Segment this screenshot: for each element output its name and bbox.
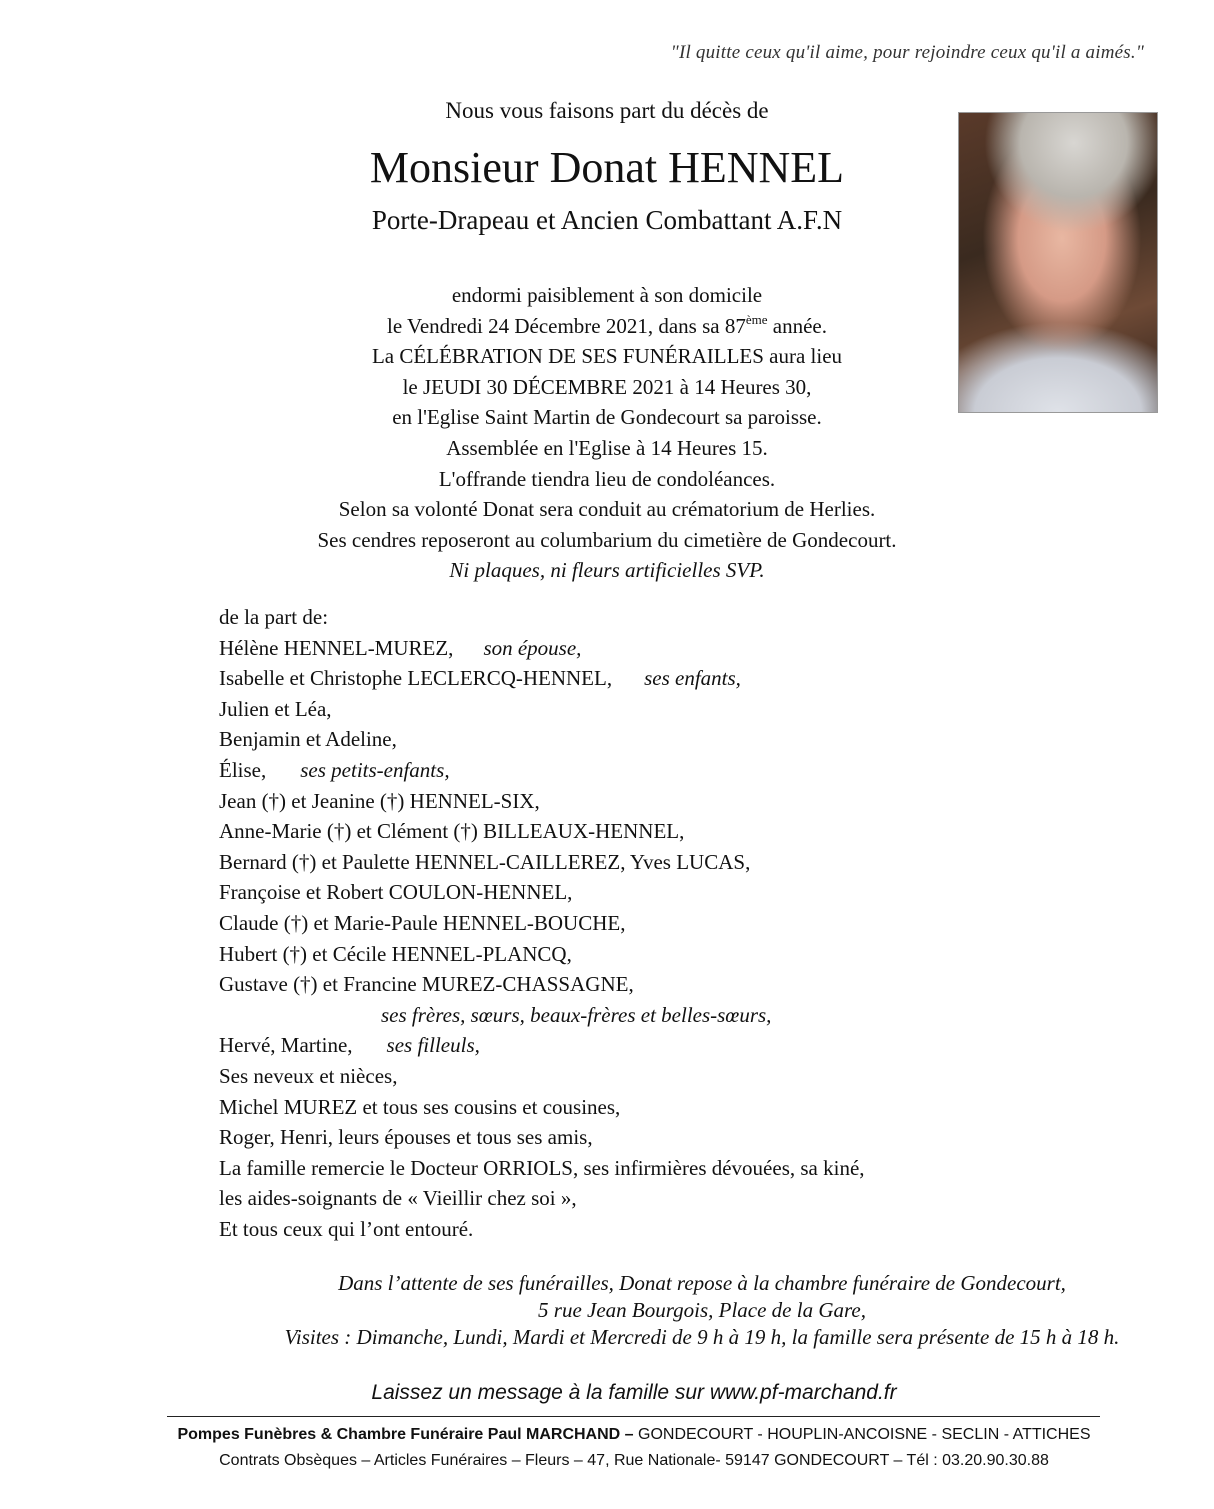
family-line: Julien et Léa, <box>219 696 332 721</box>
announcement-line: en l'Eglise Saint Martin de Gondecourt sa paroisse. <box>392 405 822 430</box>
family-line: La famille remercie le Docteur ORRIOLS, ses infirmières dévouées, sa kiné, <box>219 1155 865 1180</box>
intro-line: Nous vous faisons part du décès de <box>445 98 769 123</box>
family-line: Michel MUREZ et tous ses cousins et cousines, <box>219 1094 621 1119</box>
family-line: Claude (†) et Marie-Paule HENNEL-BOUCHE, <box>219 910 626 935</box>
family-line: Bernard (†) et Paulette HENNEL-CAILLEREZ, Yves LUCAS, <box>219 849 751 874</box>
family-line: Élise, ses petits-enfants, <box>219 757 450 782</box>
family-line: Jean (†) et Jeanine (†) HENNEL-SIX, <box>219 788 540 813</box>
visitation-line: Dans l’attente de ses funérailles, Donat repose à la chambre funéraire de Gondecourt, <box>338 1271 1066 1295</box>
announcement-block <box>125 280 1089 586</box>
family-line: Hubert (†) et Cécile HENNEL-PLANCQ, <box>219 941 572 966</box>
family-line: Roger, Henri, leurs épouses et tous ses amis, <box>219 1125 593 1150</box>
announcement-line: le Vendredi 24 Décembre 2021, dans sa 87ème année. <box>387 311 827 338</box>
announcement-line: endormi paisiblement à son domicile <box>451 283 763 307</box>
family-line: Ses neveux et nièces, <box>219 1063 398 1088</box>
family-line: Et tous ceux qui l’ont entouré. <box>219 1216 474 1241</box>
announcement-line: le JEUDI 30 DÉCEMBRE 2021 à 14 Heures 30, <box>402 374 812 399</box>
condolence-message-link[interactable]: Laissez un message à la famille sur www.pf-marchand.fr <box>371 1381 897 1404</box>
family-line: Gustave (†) et Francine MUREZ-CHASSAGNE, <box>219 972 634 997</box>
announcement-line: Assemblée en l'Eglise à 14 Heures 15. <box>446 435 768 460</box>
footer-divider <box>167 1416 1100 1417</box>
epigraph-quote: "Il quitte ceux qu'il aime, pour rejoindre ceux qu'il a aimés." <box>670 42 1144 63</box>
family-line: Hélène HENNEL-MUREZ, son épouse, <box>219 635 582 660</box>
family-line: Hervé, Martine, ses filleuls, <box>219 1033 480 1058</box>
visitation-line: Visites : Dimanche, Lundi, Mardi et Mercredi de 9 h à 19 h, la famille sera présente de 15 h à 18 h. <box>284 1325 1120 1349</box>
family-line: les aides-soignants de « Vieillir chez soi », <box>219 1186 577 1211</box>
family-line: Anne-Marie (†) et Clément (†) BILLEAUX-HENNEL, <box>219 819 685 844</box>
family-line: Benjamin et Adeline, <box>219 727 397 752</box>
announcement-line: Ni plaques, ni fleurs artificielles SVP. <box>449 558 765 583</box>
announcement-line: La CÉLÉBRATION DE SES FUNÉRAILLES aura lieu <box>371 344 843 369</box>
announcement-line: Ses cendres reposeront au columbarium du cimetière de Gondecourt. <box>317 527 897 552</box>
family-line: ses frères, sœurs, beaux-frères et belles-sœurs, <box>381 1002 772 1027</box>
deceased-name: Monsieur Donat HENNEL <box>369 143 845 192</box>
visitation-line: 5 rue Jean Bourgois, Place de la Gare, <box>538 1298 866 1322</box>
family-line: Isabelle et Christophe LECLERCQ-HENNEL, ses enfants, <box>219 666 741 691</box>
visitation-info <box>180 1270 1214 1351</box>
family-list <box>219 602 1119 1244</box>
deceased-title: Porte-Drapeau et Ancien Combattant A.F.N <box>371 205 843 235</box>
family-line: Françoise et Robert COULON-HENNEL, <box>219 880 573 905</box>
announcement-line: L'offrande tiendra lieu de condoléances. <box>438 466 776 491</box>
family-intro: de la part de: <box>219 605 329 629</box>
announcement-line: Selon sa volonté Donat sera conduit au crématorium de Herlies. <box>338 497 876 522</box>
footer-company-line: Pompes Funèbres & Chambre Funéraire Paul MARCHAND – GONDECOURT - HOUPLIN-ANCOISNE - SECLIN - ATTICHES <box>177 1426 1091 1443</box>
footer-contact-line: Contrats Obsèques – Articles Funéraires – Fleurs – 47, Rue Nationale- 59147 GONDECOURT – Tél : 03.20.90.30.88 <box>219 1452 1049 1469</box>
